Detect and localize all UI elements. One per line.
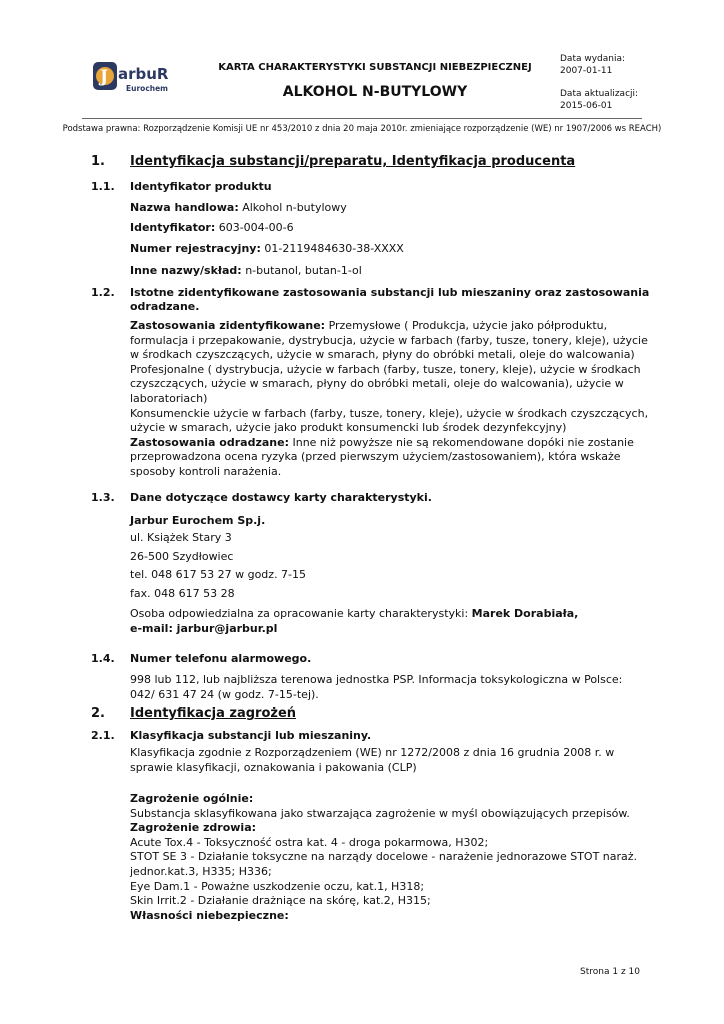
other-names: Inne nazwy/skład: n-butanol, butan-1-ol [130, 264, 362, 277]
general-hazard-label: Zagrożenie ogólnie: [130, 792, 254, 805]
identifier: Identyfikator: 603-004-00-6 [130, 221, 294, 234]
svg-text:Eurochem: Eurochem [126, 84, 169, 93]
svg-text:J: J [100, 67, 109, 87]
issue-date: 2007-01-11 [560, 66, 613, 76]
hazard-stot-se: STOT SE 3 - Działanie toksyczne na narządy docelowe - narażenie jednorazowe STOT naraż. jednor.kat.3, H335; H336; [130, 850, 638, 878]
section-1-2-number: 1.2. [91, 286, 115, 299]
issue-date-label: Data wydania: [560, 54, 626, 64]
section-2-1-title: Klasyfikacja substancji lub mieszaniny. [130, 729, 372, 742]
hazard-eye-dam: Eye Dam.1 - Poważne uszkodzenie oczu, kat.1, H318; [130, 879, 425, 893]
legal-basis: Podstawa prawna: Rozporządzenie Komisji UE nr 453/2010 z dnia 20 maja 2010r. zmieniające rozporządzenie (WE) nr 1907/2006 ws REACH) [62, 124, 662, 134]
advised-against: Zastosowania odradzane: Inne niż powyższe nie są rekomendowane dopóki nie zostanie przeprowadzona ocena ryzyka (przed pierwszym użyciem/zastosowaniem), która wskaże sposoby kontroli narażenia. [130, 435, 634, 478]
registration-number: Numer rejestracyjny: 01-2119484630-38-XXXX [130, 242, 404, 255]
section-1-4-title: Numer telefonu alarmowego. [130, 652, 312, 665]
dangerous-properties-label: Własności niebezpieczne: [130, 908, 289, 922]
responsible-line: Osoba odpowiedzialna za opracowanie karty charakterystyki: Marek Dorabiała, [130, 607, 579, 620]
section-1-title: Identyfikacja substancji/preparatu, Identyfikacja producenta [130, 154, 576, 169]
emergency-number: 998 lub 112, lub najbliższa terenowa jednostka PSP. Informacja toksykologiczna w Polsce: 042/ 631 47 24 (w godz. 7-15-tej). [130, 673, 623, 701]
classification-basis: Klasyfikacja zgodnie z Rozporządzeniem (WE) nr 1272/2008 z dnia 16 grudnia 2008 r. w sprawie klasyfikacji, oznakowania i pakowania (CLP) [130, 746, 615, 774]
industrial-uses: Zastosowania zidentyfikowane: Przemysłowe ( Produkcja, użycie jako półproduktu, formulacja i przepakowanie, dystrybucja, użycie w farbach (farby, tusze, tonery, kleje), użycie w środkach czyszczących, użycie w smarach, płyny do obróbki metali, oleje do walcowania) [130, 319, 648, 362]
company-phone: tel. 048 617 53 27 w godz. 7-15 [130, 568, 307, 581]
document-title: KARTA CHARAKTERYSTYKI SUBSTANCJI NIEBEZPIECZNEJ [218, 62, 532, 73]
header-divider [82, 118, 642, 119]
hazard-acute-tox: Acute Tox.4 - Toksyczność ostra kat. 4 - droga pokarmowa, H302; [130, 835, 489, 849]
company-logo [90, 58, 180, 98]
section-2-title: Identyfikacja zagrożeń [130, 706, 297, 721]
responsible-person [130, 607, 650, 636]
identified-uses [130, 319, 650, 480]
update-date-label: Data aktualizacji: [560, 89, 639, 99]
professional-uses: Profesjonalne ( dystrybucja, użycie w farbach (farby, tusze, tonery, kleje), użycie w środkach czyszczących, użycie w smarach, płyny do obróbki metali, oleje do walcowania), użycie w laboratoriach) [130, 362, 641, 405]
hazards-block [130, 792, 650, 923]
section-1-2-title: Istotne zidentyfikowane zastosowania substancji lub mieszaniny oraz zastosowania odradzane. [130, 286, 650, 313]
update-date: 2015-06-01 [560, 101, 613, 111]
section-2-1-number: 2.1. [91, 729, 115, 742]
health-hazard-label: Zagrożenie zdrowia: [130, 821, 257, 835]
consumer-uses: Konsumenckie użycie w farbach (farby, tusze, tonery, kleje), użycie w środkach czyszczących, użycie w smarach, użycie jako produkt konsumencki lub środek dezynfekcyjny) [130, 406, 649, 435]
svg-text:arbuR: arbuR [118, 65, 169, 83]
page-number: Strona 1 z 10 [580, 967, 640, 977]
section-1-4-number: 1.4. [91, 652, 115, 665]
company-street: ul. Książek Stary 3 [130, 531, 232, 544]
dates-block [560, 53, 638, 112]
responsible-email: e-mail: jarbur@jarbur.pl [130, 621, 278, 635]
company-fax: fax. 048 617 53 28 [130, 587, 235, 600]
section-1-1-number: 1.1. [91, 180, 115, 193]
section-1-1-title: Identyfikator produktu [130, 180, 272, 193]
logo-graphic [90, 58, 180, 98]
product-title: ALKOHOL N-BUTYLOWY [282, 84, 468, 100]
section-2-number: 2. [91, 706, 105, 721]
section-1-3-number: 1.3. [91, 491, 115, 504]
hazard-skin-irrit: Skin Irrit.2 - Działanie drażniące na skórę, kat.2, H315; [130, 894, 431, 908]
general-hazard-text: Substancja sklasyfikowana jako stwarzająca zagrożenie w myśl obowiązujących przepisów. [130, 806, 630, 820]
company-city: 26-500 Szydłowiec [130, 550, 234, 563]
trade-name: Nazwa handlowa: Alkohol n-butylowy [130, 201, 347, 214]
section-1-number: 1. [91, 154, 105, 169]
section-1-3-title: Dane dotyczące dostawcy karty charakterystyki. [130, 491, 432, 504]
company-name: Jarbur Eurochem Sp.j. [130, 514, 266, 527]
